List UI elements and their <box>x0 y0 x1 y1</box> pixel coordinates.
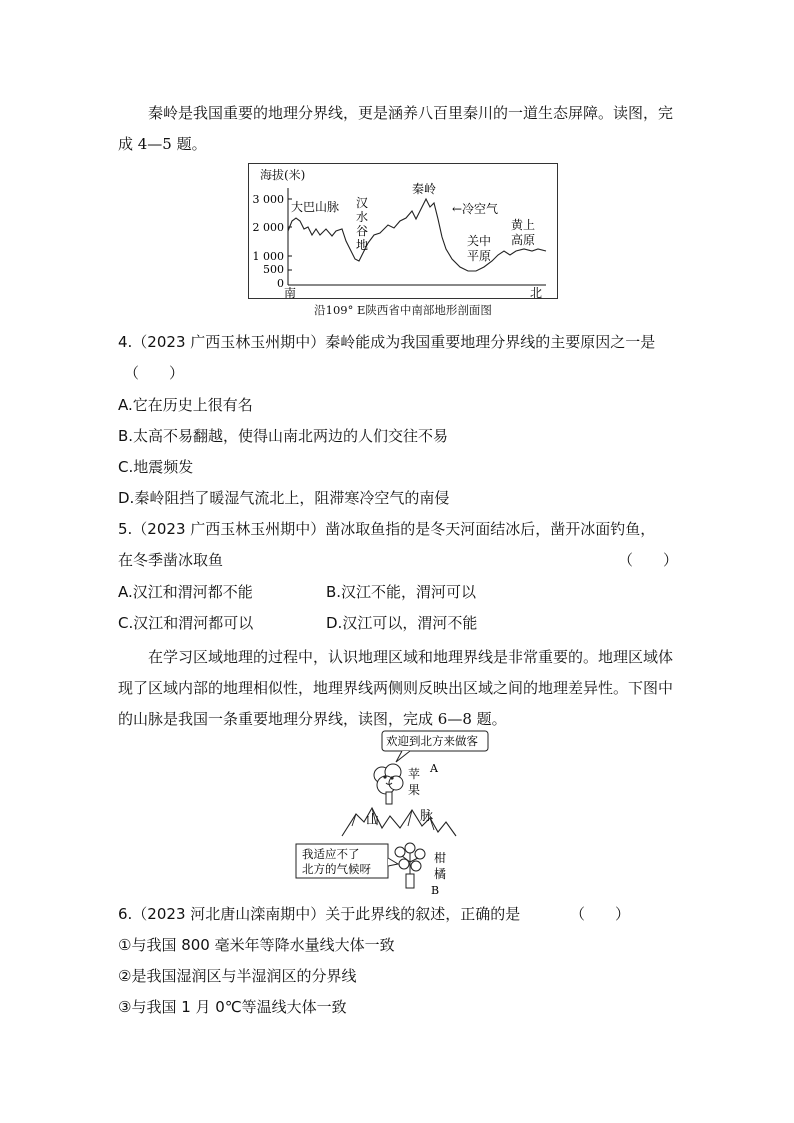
label-loess-1: 黄上 <box>511 218 536 232</box>
intro-paragraph-1: 秦岭是我国重要的地理分界线，更是涵养八百里秦川的一道生态屏障。读图，完成 4—5 题。 <box>118 104 674 153</box>
ytick-3000: 3 000 <box>252 193 284 206</box>
apple-label-2: 果 <box>408 783 421 797</box>
q6-item-2: ②是我国湿润区与半湿润区的分界线 <box>118 967 357 985</box>
label-north: 北 <box>530 286 543 300</box>
label-qinling: 秦岭 <box>412 182 437 196</box>
label-cold-air: ←冷空气 <box>452 202 499 216</box>
q5-stem-line2: 在冬季凿冰取鱼 <box>118 551 224 569</box>
q4-option-a: A.它在历史上很有名 <box>118 396 253 414</box>
label-guanzhong-2: 平原 <box>467 249 492 263</box>
q6-item-1: ①与我国 800 毫米年等降水量线大体一致 <box>118 936 395 954</box>
profile-caption: 沿109° E陕西省中南部地形剖面图 <box>314 303 492 317</box>
q4-option-b: B.太高不易翻越，使得山南北两边的人们交往不易 <box>118 427 449 445</box>
q4-option-d: D.秦岭阻挡了暖湿气流北上，阻滞寒冷空气的南侵 <box>118 489 450 507</box>
label-han-4: 地 <box>356 238 369 252</box>
terrain-profile-figure <box>248 163 558 315</box>
bubble-top-text: 欢迎到北方来做客 <box>386 734 478 748</box>
orange-tree-icon <box>395 843 425 888</box>
mountain-cartoon-figure <box>290 728 500 900</box>
mountain-label-2: 脉 <box>420 809 434 824</box>
q6-answer-bracket: （ ） <box>570 905 631 923</box>
apple-tree-icon <box>374 764 403 804</box>
orange-label-2: 橘 <box>434 867 447 881</box>
ytick-1000: 1 000 <box>252 250 284 263</box>
q4-answer-bracket: （ ） <box>124 364 185 382</box>
q4-option-c: C.地震频发 <box>118 458 194 476</box>
mountain-range-icon <box>342 808 456 836</box>
label-han-3: 谷 <box>356 224 369 238</box>
q5-stem-line1: 5.（2023 广西玉林玉州期中）凿冰取鱼指的是冬天河面结冰后，凿开冰面钓鱼， <box>118 520 656 538</box>
profile-ylabel: 海拔(米) <box>260 168 306 182</box>
ytick-500: 500 <box>263 263 284 276</box>
label-b: B <box>431 884 440 897</box>
bubble-bottom-line1: 我适应不了 <box>302 847 360 861</box>
label-han-1: 汉 <box>356 196 369 210</box>
ytick-2000: 2 000 <box>252 221 284 234</box>
q4-stem: 4.（2023 广西玉林玉州期中）秦岭能成为我国重要地理分界线的主要原因之一是 <box>118 333 656 351</box>
q5-option-a: A.汉江和渭河都不能 <box>118 583 253 601</box>
label-a: A <box>430 762 438 775</box>
bubble-bottom-line2: 北方的气候呀 <box>302 862 371 876</box>
q5-option-b: B.汉江不能，渭河可以 <box>326 583 477 601</box>
label-han-2: 水 <box>356 210 369 224</box>
intro-paragraph-2: 在学习区域地理的过程中，认识地理区域和地理界线是非常重要的。地理区域体现了区域内部的地理相似性，地理界线两侧则反映出区域之间的地理差异性。下图中的山脉是我国一条重要地理分界线，读图，完成 6—8 题。 <box>118 648 674 728</box>
ytick-0: 0 <box>277 277 284 290</box>
mountain-label-1: 山 <box>366 813 380 828</box>
q6-item-3: ③与我国 1 月 0℃等温线大体一致 <box>118 998 347 1016</box>
orange-label-1: 柑 <box>434 851 447 865</box>
q5-answer-bracket: （ ） <box>618 551 679 569</box>
q5-option-d: D.汉江可以，渭河不能 <box>326 614 478 632</box>
label-south: 南 <box>284 286 297 300</box>
label-loess-2: 高原 <box>511 233 536 247</box>
apple-label-1: 苹 <box>408 767 421 781</box>
q5-option-c: C.汉江和渭河都可以 <box>118 614 254 632</box>
label-daba: 大巴山脉 <box>291 200 340 214</box>
q6-stem: 6.（2023 河北唐山滦南期中）关于此界线的叙述，正确的是 <box>118 905 521 923</box>
label-guanzhong-1: 关中 <box>467 234 492 248</box>
